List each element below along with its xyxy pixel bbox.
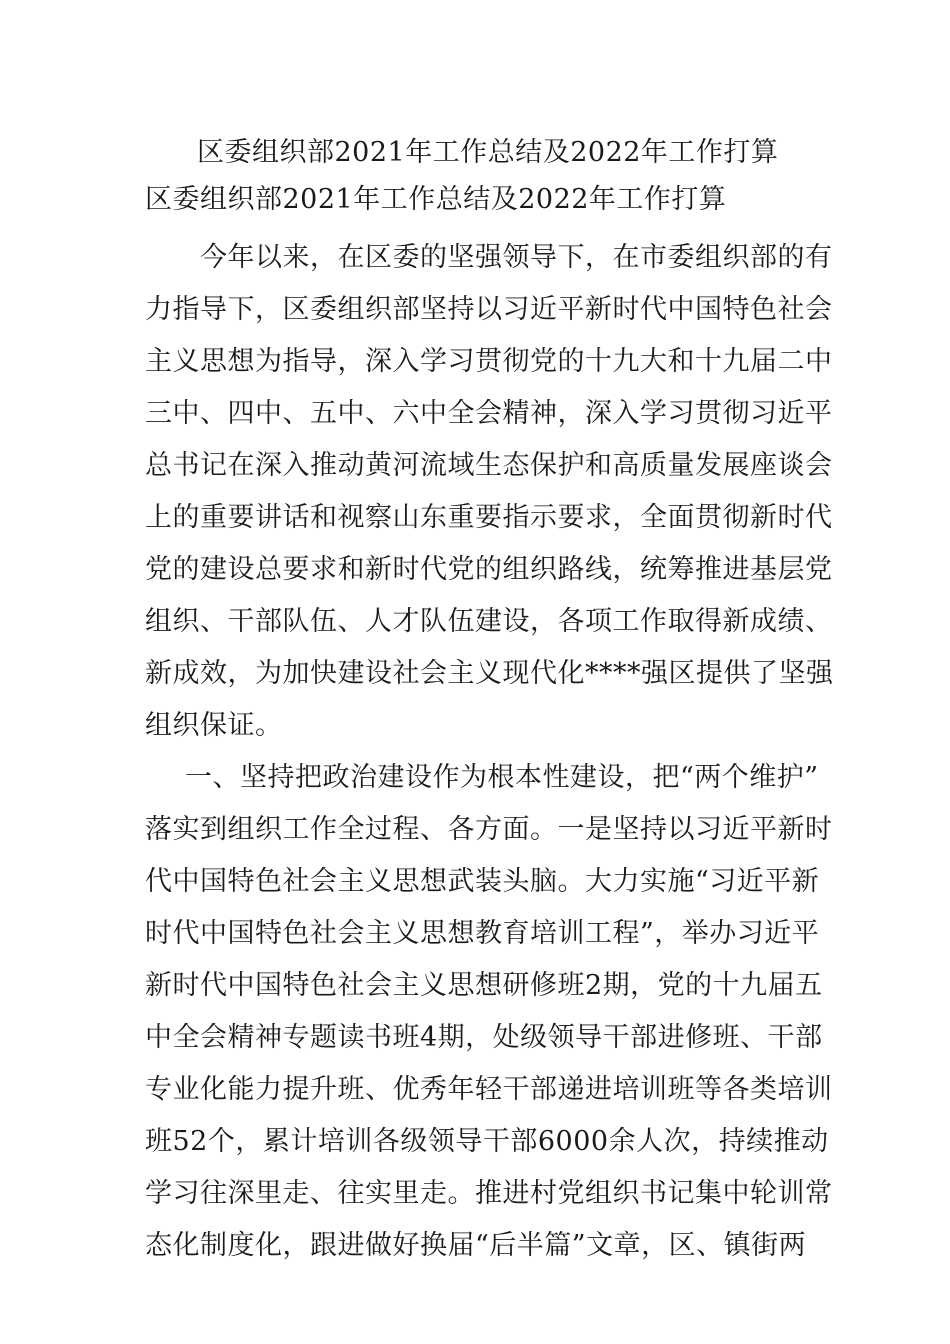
text-line: 专业化能力提升班、优秀年轻干部递进培训班等各类培训 [145, 1074, 833, 1105]
text-line: 新时代中国特色社会主义思想研修班2期，党的十九届五 [145, 970, 823, 1001]
text-line: 上的重要讲话和视察山东重要指示要求，全面贯彻新时代 [145, 502, 833, 533]
text-line: 学习往深里走、往实里走。推进村党组织书记集中轮训常 [145, 1178, 833, 1209]
document-title: 区委组织部2021年工作总结及2022年工作打算 [197, 137, 779, 168]
text-line: 新成效，为加快建设社会主义现代化****强区提供了坚强 [145, 658, 834, 689]
text-line: 三中、四中、五中、六中全会精神，深入学习贯彻习近平 [145, 398, 833, 429]
text-line: 落实到组织工作全过程、各方面。一是坚持以习近平新时 [145, 814, 833, 845]
text-line: 中全会精神专题读书班4期，处级领导干部进修班、干部 [145, 1022, 823, 1053]
text-line: 态化制度化，跟进做好换届“后半篇”文章，区、镇街两 [145, 1230, 807, 1261]
text-line: 组织、干部队伍、人才队伍建设，各项工作取得新成绩、 [145, 606, 833, 637]
text-line: 一、坚持把政治建设作为根本性建设，把“两个维护” [185, 762, 819, 793]
text-line: 力指导下，区委组织部坚持以习近平新时代中国特色社会 [145, 294, 833, 325]
document-subtitle: 区委组织部2021年工作总结及2022年工作打算 [145, 184, 727, 215]
text-line: 总书记在深入推动黄河流域生态保护和高质量发展座谈会 [145, 450, 833, 481]
text-line: 主义思想为指导，深入学习贯彻党的十九大和十九届二中 [145, 346, 833, 377]
text-line: 班52个，累计培训各级领导干部6000余人次，持续推动 [145, 1126, 829, 1157]
text-line: 组织保证。 [145, 710, 283, 741]
text-line: 时代中国特色社会主义思想教育培训工程”，举办习近平 [145, 918, 820, 949]
text-line: 今年以来，在区委的坚强领导下，在市委组织部的有 [200, 242, 833, 273]
text-line: 代中国特色社会主义思想武装头脑。大力实施“习近平新 [145, 866, 820, 897]
text-line: 党的建设总要求和新时代党的组织路线，统筹推进基层党 [145, 554, 833, 585]
